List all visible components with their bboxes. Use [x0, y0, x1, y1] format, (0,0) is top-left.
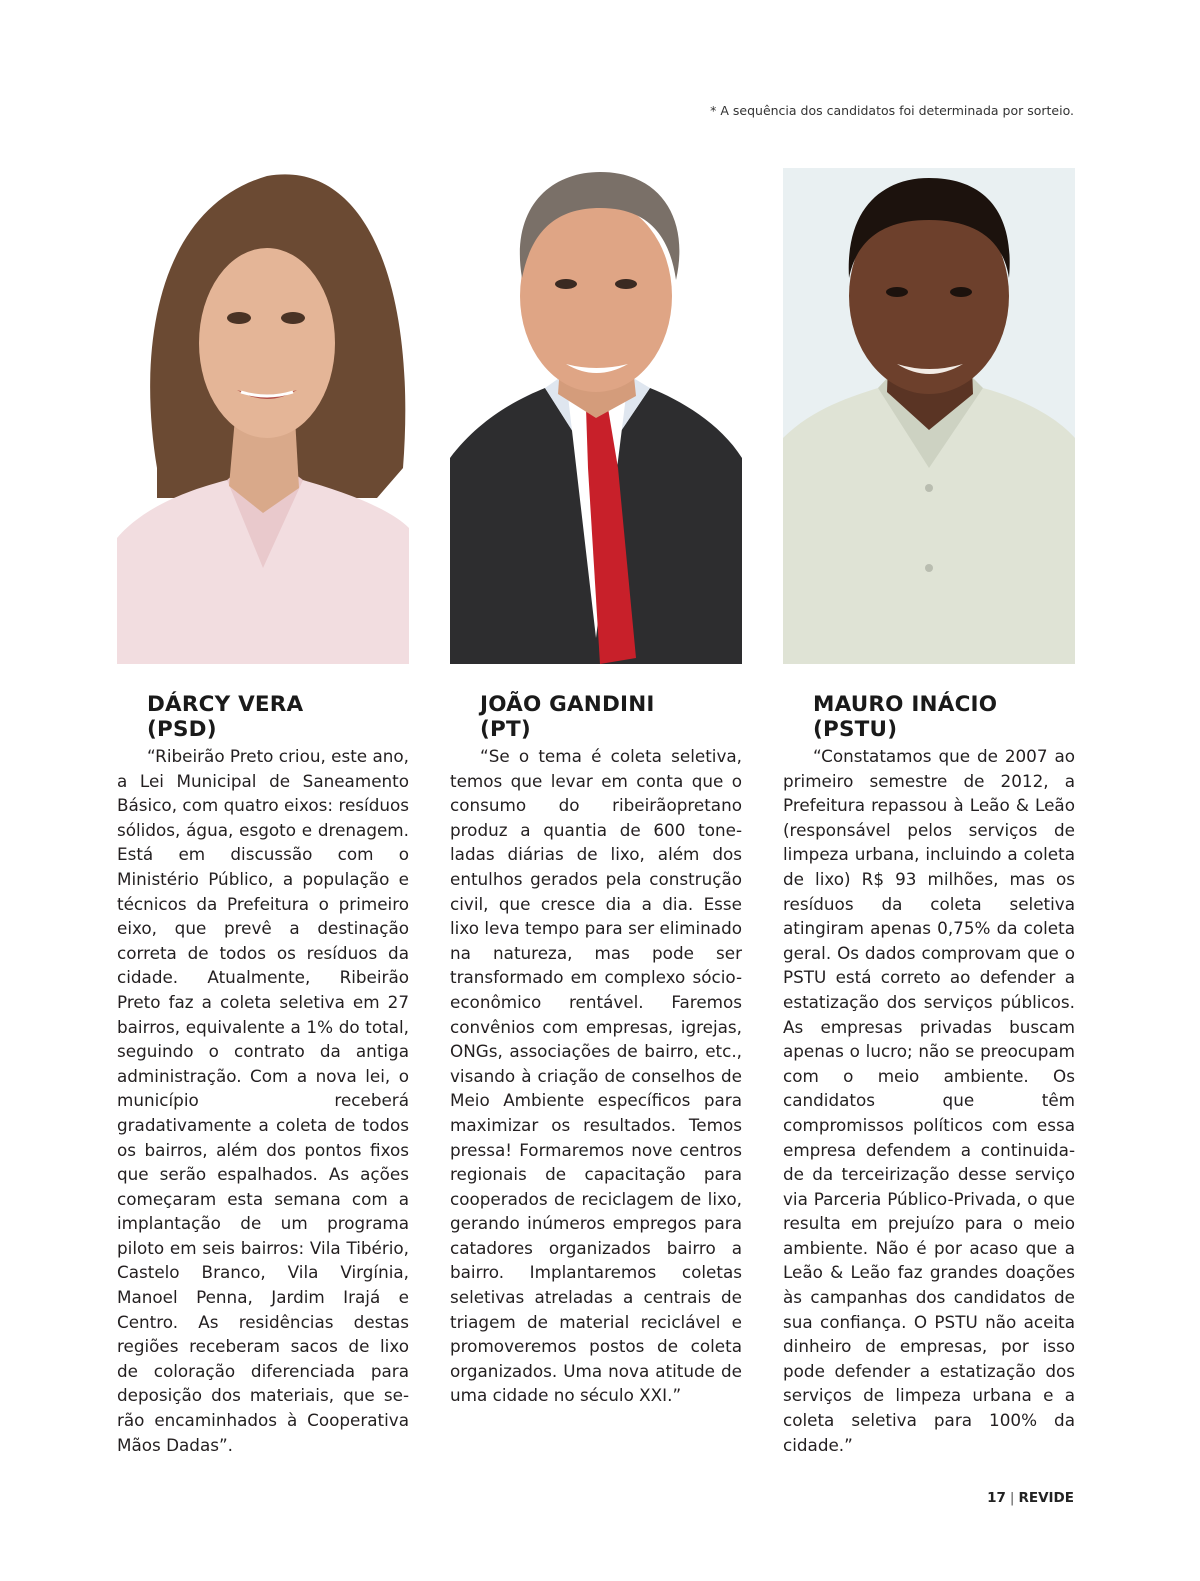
candidate-party: (PSTU): [813, 717, 898, 742]
candidate-photo-joao-gandini: [450, 168, 742, 664]
candidate-photo-darcy-vera: [117, 168, 409, 664]
candidate-name: [813, 692, 1075, 742]
candidate-quote: “Se o tema é coleta seletiva, temos que levar em conta que o consumo do ribeirãopretano produz a quantia de 600 toneladas diárias de lixo, além dos entulhos gerados pela construção civil, que cresce dia a dia. Esse lixo leva tempo para ser eliminado na natureza, mas pode ser transformado em complexo sócio-econômico rentável. Faremos convênios com empresas, igrejas, ONGs, associações de bairro, etc., visando à criação de conselhos de Meio Ambiente específicos para maximizar os resultados. Temos pressa! Formaremos nove centros regionais de capacitação para cooperados de reciclagem de lixo, gerando inúmeros empregos para catadores organizados bairro a bairro. Implantaremos coletas seletivas atreladas a centrais de triagem de material reciclável e promoveremos postos de coleta organizados. Uma nova atitude de uma cidade no século XXI.”: [450, 746, 742, 1406]
candidate-quote: “Ribeirão Preto criou, este ano, a Lei Municipal de Saneamento Básico, com quatro eixos: resíduos sólidos, água, esgoto e drenagem. Está em discussão com o Ministério Público, a população e técnicos da Prefeitura o primeiro eixo, que prevê a destinação correta de todos os resíduos da cidade. Atualmente, Ribeirão Preto faz a coleta seletiva em 27 bairros, equivalente a 1% do total, seguindo o contrato da antiga administração. Com a nova lei, o município receberá gradativamente a coleta de todos os bairros, além dos pontos fixos que serão espalhados. As ações começaram esta semana com a implantação de um programa piloto em seis bairros: Vila Tibério, Castelo Branco, Vila Virgínia, Manoel Penna, Jardim Irajá e Centro. As residências destas regiões receberam sacos de lixo de coloração diferenciada para deposição dos materiais, que serão encaminhados à Cooperativa Mãos Dadas”.: [117, 746, 409, 1455]
candidate-name-text: DÁRCY VERA: [147, 692, 304, 717]
page-footer: [987, 1490, 1074, 1506]
candidate-name-text: JOÃO GANDINI: [480, 692, 655, 717]
candidate-column-1: [117, 168, 409, 1457]
footer-separator: |: [1009, 1490, 1015, 1506]
candidate-name-text: MAURO INÁCIO: [813, 692, 998, 717]
candidate-name: [480, 692, 742, 742]
candidate-column-2: [450, 168, 742, 1408]
candidate-column-3: [783, 168, 1075, 1457]
candidate-quote: “Constatamos que de 2007 ao primeiro semestre de 2012, a Prefeitura repassou à Leão & Leão (responsável pelos serviços de limpeza urbana, incluindo a coleta de lixo) R$ 93 milhões, mas os resíduos da coleta seletiva atingiram apenas 0,75% da coleta geral. Os dados comprovam que o PSTU está correto ao defender a estatização dos serviços públicos. As empresas privadas buscam apenas o lucro; não se preocupam com o meio ambiente. Os candidatos que têm compromissos políticos com essa empresa defendem a continuidade da terceirização desse serviço via Parceria Público-Privada, o que resulta em prejuízo para o meio ambiente. Não é por acaso que a Leão & Leão faz grandes doações às campanhas dos candidatos de sua confiança. O PSTU não aceita dinheiro de empresas, por isso pode defender a estatização dos serviços de limpeza urbana e a coleta seletiva para 100% da cidade.”: [783, 746, 1075, 1455]
candidate-name: [147, 692, 409, 742]
candidate-party: (PT): [480, 717, 531, 742]
page-number: 17: [987, 1490, 1006, 1506]
candidate-photo-mauro-inacio: [783, 168, 1075, 664]
magazine-name: REVIDE: [1018, 1490, 1074, 1506]
draw-order-note: * A sequência dos candidatos foi determinada por sorteio.: [710, 103, 1074, 118]
candidate-party: (PSD): [147, 717, 217, 742]
